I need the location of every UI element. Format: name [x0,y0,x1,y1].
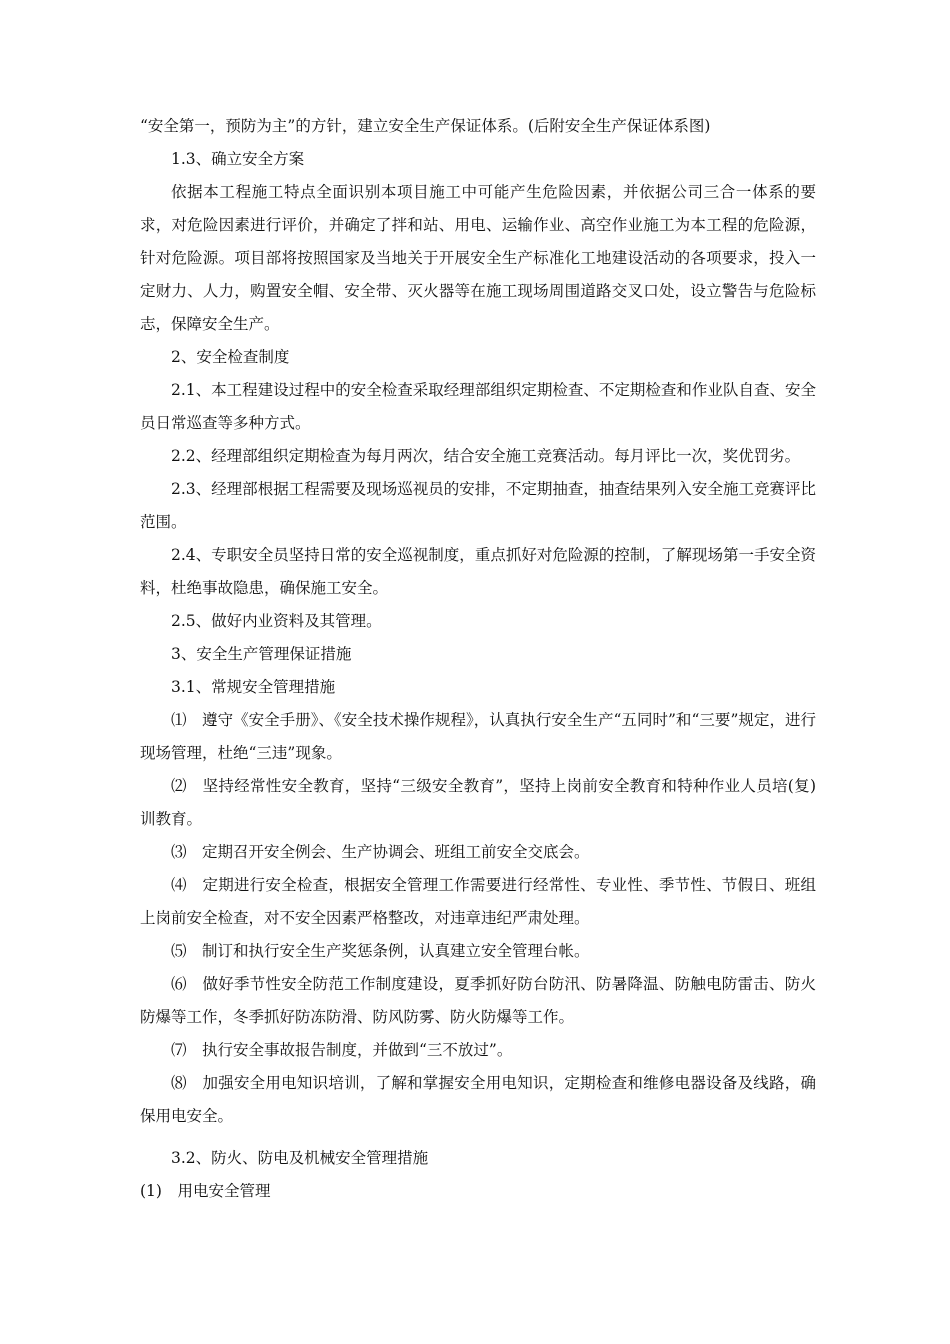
paragraph-2-1: 2.1、本工程建设过程中的安全检查采取经理部组织定期检查、不定期检查和作业队自查、安全员日常巡查等多种方式。 [140,381,816,432]
list-item-6: ⑹ 做好季节性安全防范工作制度建设，夏季抓好防台防汛、防暑降温、防触电防雷击、防火防爆等工作，冬季抓好防冻防滑、防风防雾、防火防爆等工作。 [140,975,816,1026]
list-item-5: ⑸ 制订和执行安全生产奖惩条例，认真建立安全管理台帐。 [171,942,590,960]
list-item-1: ⑴ 遵守《安全手册》、《安全技术操作规程》，认真执行安全生产“五同时”和“三要”规定，进行现场管理，杜绝“三违”现象。 [140,711,816,762]
paragraph-policy-continuation: “安全第一，预防为主”的方针，建立安全生产保证体系。(后附安全生产保证体系图) [140,117,711,135]
paragraph-2-3: 2.3、经理部根据工程需要及现场巡视员的安排，不定期抽查，抽查结果列入安全施工竞赛评比范围。 [140,480,816,531]
heading-3-1: 3.1、常规安全管理措施 [171,678,336,696]
paragraph-2-4: 2.4、专职安全员坚持日常的安全巡视制度，重点抓好对危险源的控制，了解现场第一手安全资料，杜绝事故隐患，确保施工安全。 [140,546,816,597]
heading-3-2: 3.2、防火、防电及机械安全管理措施 [171,1149,429,1167]
document-body [140,110,816,1208]
list-item-7: ⑺ 执行安全事故报告制度，并做到“三不放过”。 [171,1041,513,1059]
heading-1-3: 1.3、确立安全方案 [171,150,305,168]
heading-2: 2、安全检查制度 [171,348,290,366]
list-item-8: ⑻ 加强安全用电知识培训，了解和掌握安全用电知识，定期检查和维修电器设备及线路，确保用电安全。 [140,1074,816,1125]
paragraph-safety-plan: 依据本工程施工特点全面识别本项目施工中可能产生危险因素，并依据公司三合一体系的要求，对危险因素进行评价，并确定了拌和站、用电、运输作业、高空作业施工为本工程的危险源，针对危险源。项目部将按照国家及当地关于开展安全生产标准化工地建设活动的各项要求，投入一定财力、人力，购置安全帽、安全带、灭火器等在施工现场周围道路交叉口处，设立警告与危险标志，保障安全生产。 [140,183,816,333]
paragraph-2-5: 2.5、做好内业资料及其管理。 [171,612,382,630]
list-item-4: ⑷ 定期进行安全检查，根据安全管理工作需要进行经常性、专业性、季节性、节假日、班组上岗前安全检查，对不安全因素严格整改，对违章违纪严肃处理。 [140,876,816,927]
paragraph-2-2: 2.2、经理部组织定期检查为每月两次，结合安全施工竞赛活动。每月评比一次，奖优罚劣。 [171,447,801,465]
heading-3: 3、安全生产管理保证措施 [171,645,352,663]
subheading-electricity-safety: (1) 用电安全管理 [140,1182,271,1200]
list-item-3: ⑶ 定期召开安全例会、生产协调会、班组工前安全交底会。 [171,843,590,861]
list-item-2: ⑵ 坚持经常性安全教育，坚持“三级安全教育”，坚持上岗前安全教育和特种作业人员培(复)训教育。 [140,777,816,828]
